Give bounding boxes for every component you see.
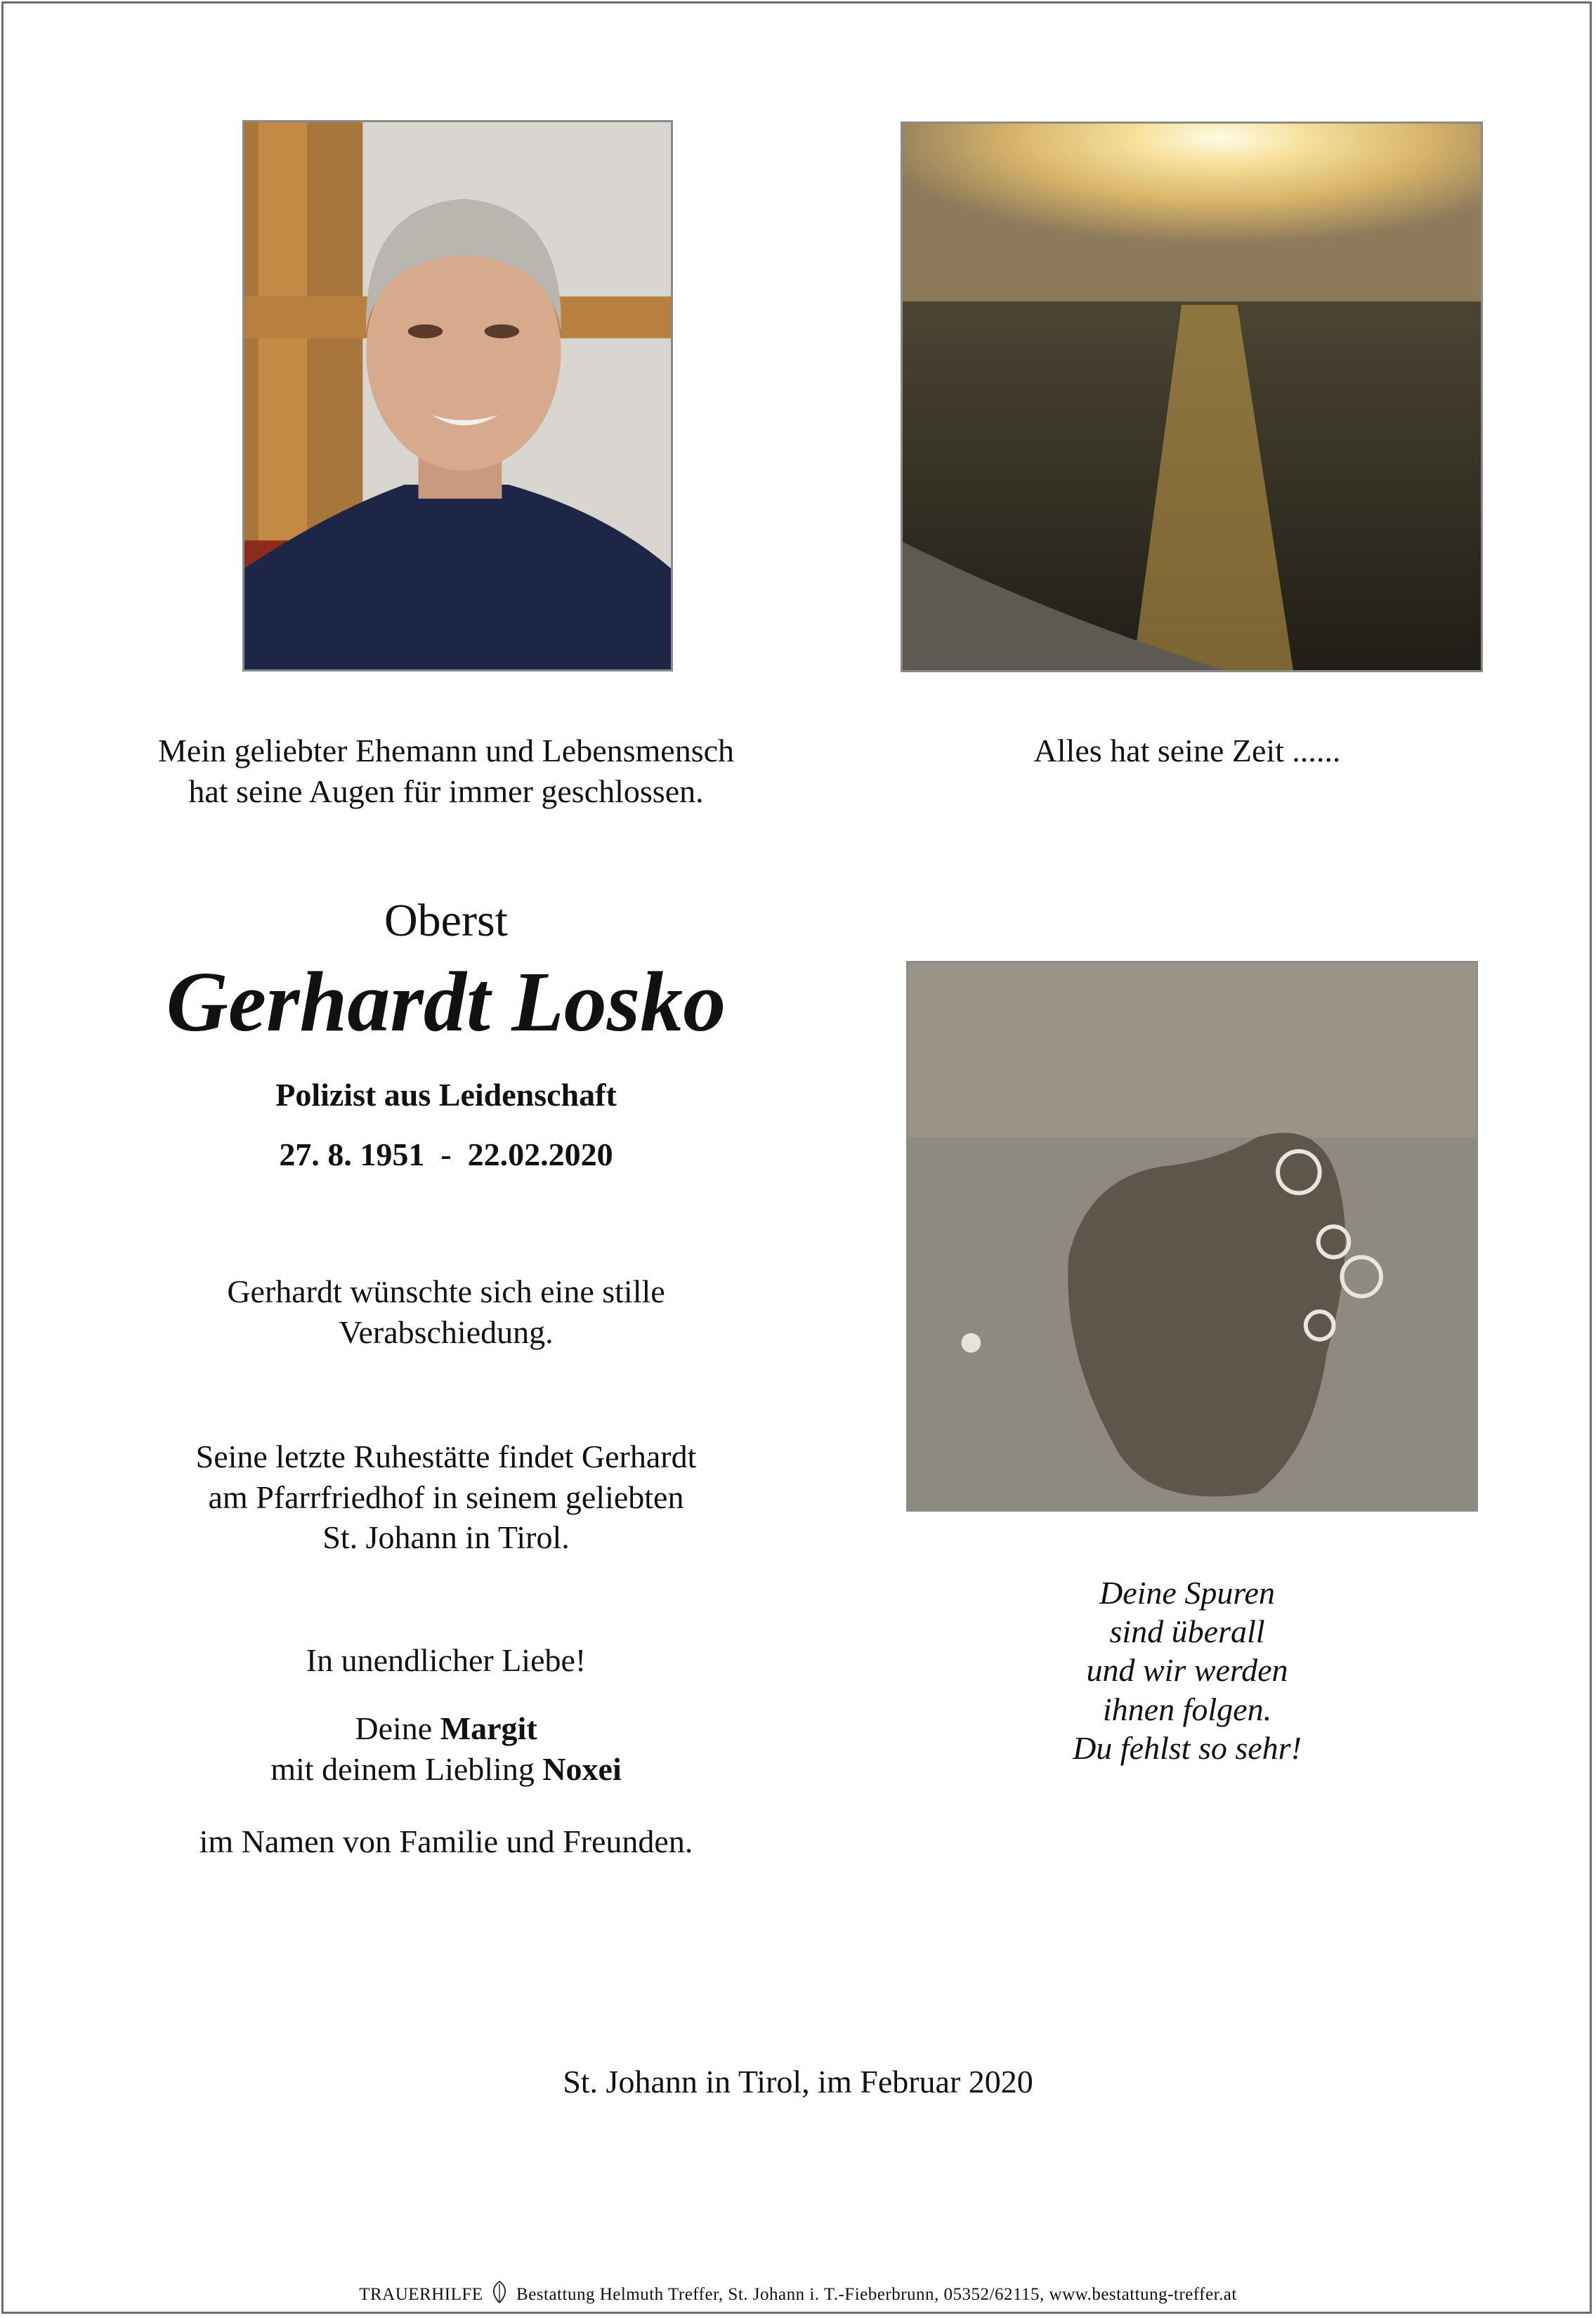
poem	[899, 1573, 1475, 1767]
quote: Alles hat seine Zeit ......	[1033, 733, 1341, 768]
signature-block	[98, 1708, 794, 1789]
wish-line: Verabschiedung.	[339, 1314, 554, 1350]
footer	[0, 2280, 1596, 2305]
pet-name: Noxei	[542, 1750, 622, 1787]
intro-line: Mein geliebter Ehemann und Lebensmensch	[157, 733, 735, 768]
rank-title: Oberst	[384, 895, 508, 946]
rest-line: am Pfarrfriedhof in seinem geliebten	[208, 1479, 684, 1515]
life-dates: 27. 8. 1951 - 22.02.2020	[279, 1137, 613, 1172]
from-prefix: Deine	[355, 1710, 440, 1746]
deceased-name: Gerhardt Losko	[166, 955, 726, 1049]
rest-line: St. Johann in Tirol.	[322, 1519, 570, 1555]
resting-place-text	[98, 1436, 794, 1558]
poem-line: ihnen folgen.	[1102, 1691, 1272, 1727]
leaf-icon	[490, 2280, 509, 2304]
love-line: In unendlicher Liebe!	[306, 1642, 587, 1678]
footprint-sand-photo	[906, 961, 1478, 1512]
poem-line: und wir werden	[1086, 1652, 1288, 1689]
poem-line: Du fehlst so sehr!	[1073, 1729, 1302, 1766]
subtitle: Polizist aus Leidenschaft	[275, 1077, 617, 1113]
place-date: St. Johann in Tirol, im Februar 2020	[563, 2064, 1033, 2100]
from-name: Margit	[440, 1710, 537, 1746]
from-line	[98, 1708, 794, 1749]
footer-brand: TRAUERHILFE	[359, 2285, 483, 2304]
wish-line: Gerhardt wünschte sich eine stille	[227, 1273, 665, 1309]
rest-line: Seine letzte Ruhestätte findet Gerhardt	[195, 1439, 697, 1474]
intro-line: hat seine Augen für immer geschlossen.	[188, 773, 704, 809]
family-line: im Namen von Familie und Freunden.	[199, 1823, 693, 1859]
poem-line: Deine Spuren	[1099, 1575, 1275, 1611]
footer-text: Bestattung Helmuth Treffer, St. Johann i. T.-Fieberbrunn, 05352/62115, www.bestattung-treffer.at	[516, 2285, 1237, 2304]
intro-text	[98, 731, 794, 811]
wish-text	[98, 1271, 794, 1352]
with-line	[98, 1749, 794, 1790]
with-prefix: mit deinem Liebling	[270, 1750, 543, 1787]
portrait-photo	[242, 120, 673, 672]
poem-line: sind überall	[1109, 1613, 1265, 1650]
sunset-sea-photo	[901, 122, 1483, 672]
